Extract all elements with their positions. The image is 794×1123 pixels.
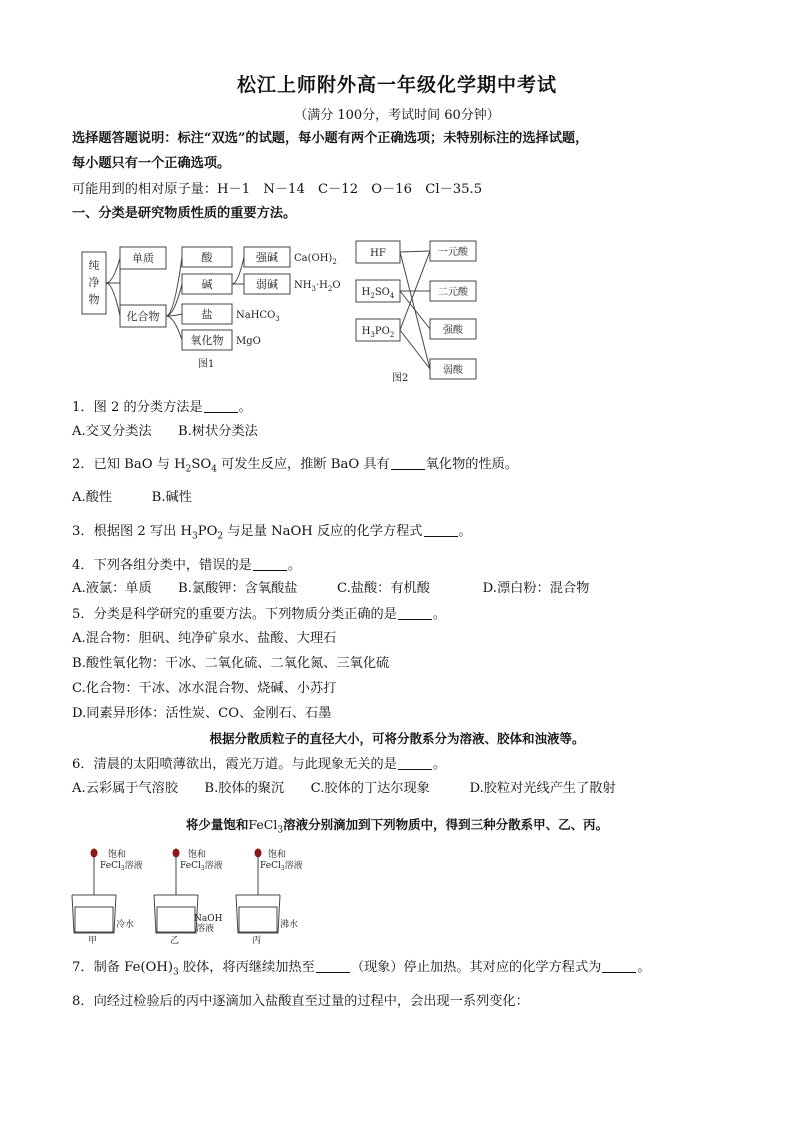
atomic-masses: 可能用到的相对原子量：H－1 N－14 C－12 O－16 Cl－35.5 (72, 182, 483, 197)
fig1-salt: 盐 (201, 308, 213, 321)
q3-answer-blank[interactable] (424, 522, 458, 537)
svg-text:丙: 丙 (252, 936, 262, 945)
svg-text:乙: 乙 (170, 936, 180, 945)
colloid-section-heading: 根据分散质粒子的直径大小，可将分散系分为溶液、胶体和浊液等。 (209, 731, 585, 746)
svg-text:FeCl3溶液: FeCl$_3$溶液 (100, 861, 143, 872)
instructions-line1: 选择题答题说明：标注“双选”的试题，每小题有两个正确选项；未特别标注的选择试题， (72, 131, 589, 146)
fig2-h2so4: $H_2SO_4$ (361, 287, 395, 300)
q2-options: A.酸性 B.碱性 (72, 490, 192, 505)
svg-text:饱和: 饱和 (108, 850, 127, 860)
figure1-tree-diagram (78, 235, 348, 380)
figure3-beakers (60, 845, 310, 945)
section1-heading: 一、分类是研究物质性质的重要方法。 (72, 206, 297, 221)
fig1-oxide: 氧化物 (190, 334, 224, 347)
instructions-line2: 每小题只有一个正确选项。 (72, 156, 231, 171)
svg-text:饱和: 饱和 (188, 850, 207, 860)
beaker-jia (72, 848, 143, 945)
fig1-pure-1: 纯 (88, 259, 100, 272)
svg-text:饱和: 饱和 (268, 850, 287, 860)
q6-options: A.云彩属于气溶胶 B.胶体的聚沉 C.胶体的丁达尔现象 D.胶粒对光线产生了散射 (72, 781, 616, 796)
fig1-compound: 化合物 (126, 310, 160, 323)
fig1-strong-base: 强碱 (256, 251, 278, 264)
q5-option-d: D.同素异形体：活性炭、CO、金刚石、石墨 (72, 706, 332, 721)
fig1-pure-2: 净 (88, 276, 100, 289)
svg-text:溶液: 溶液 (196, 924, 215, 934)
fig1-ex-salt: NaHCO$_3$ (236, 310, 280, 323)
svg-text:冷水: 冷水 (116, 920, 135, 930)
q7-answer-blank-2[interactable] (602, 958, 636, 973)
fig2-di: 二元酸 (438, 287, 468, 298)
q6-answer-blank[interactable] (398, 755, 432, 770)
svg-text:FeCl3溶液: FeCl$_3$溶液 (180, 861, 223, 872)
fig1-weak-base: 弱碱 (256, 278, 278, 291)
exam-title: 松江上师附外高一年级化学期中考试 (236, 74, 557, 96)
svg-text:甲: 甲 (88, 936, 98, 945)
fig2-mono: 一元酸 (438, 247, 468, 258)
fig1-element: 单质 (132, 252, 154, 265)
dropper-bulb-jia (91, 849, 97, 857)
q1-stem: 1．图 2 的分类方法是 。 (72, 400, 252, 415)
fig1-ex-strong-base: $Ca(OH)_2$ (294, 253, 337, 266)
dropper-bulb-yi (173, 849, 179, 857)
fig1-base: 碱 (201, 278, 213, 291)
q5-stem: 5．分类是科学研究的重要方法。下列物质分类正确的是 。 (72, 607, 447, 622)
svg-text:FeCl3溶液: FeCl$_3$溶液 (260, 861, 303, 872)
fig2-hf: HF (370, 248, 386, 259)
q4-stem: 4．下列各组分类中，错误的是 。 (72, 558, 302, 573)
beaker-yi (154, 848, 223, 945)
fig2-strong: 强酸 (443, 325, 463, 336)
q7-answer-blank-1[interactable] (316, 958, 350, 973)
fig1-pure-3: 物 (88, 293, 100, 306)
q1-answer-blank[interactable] (204, 398, 238, 413)
fig2-caption: 图2 (392, 373, 409, 383)
q5-option-a: A.混合物：胆矾、纯净矿泉水、盐酸、大理石 (72, 631, 337, 646)
q8-stem: 8．向经过检验后的丙中逐滴加入盐酸直至过量的过程中，会出现一系列变化： (72, 994, 529, 1009)
q4-options: A.液氯：单质 B.氯酸钾：含氧酸盐 C.盐酸：有机酸 D.漂白粉：混合物 (72, 581, 590, 596)
q2-answer-blank[interactable] (391, 455, 425, 470)
q5-option-b: B.酸性氧化物：干冰、二氧化硫、二氧化氮、三氧化硫 (72, 656, 390, 671)
q4-answer-blank[interactable] (253, 556, 287, 571)
q2-stem: 2．已知 BaO 与 $H_2SO_4$ 可发生反应，推断 BaO 具有 氧化物的性质。 (72, 457, 519, 475)
fig2-weak: 弱酸 (443, 365, 463, 376)
q5-option-c: C.化合物：干冰、冰水混合物、烧碱、小苏打 (72, 681, 337, 696)
fig1-ex-oxide: MgO (236, 336, 261, 347)
dropper-bulb-bing (255, 849, 261, 857)
fig1-caption: 图1 (198, 359, 215, 370)
exam-subtitle: （满分 100分，考试时间 60分钟） (294, 108, 500, 123)
svg-text:沸水: 沸水 (280, 920, 299, 930)
beaker-bing (236, 848, 303, 945)
q5-answer-blank[interactable] (398, 605, 432, 620)
fig2-h3po2: $H_3PO_2$ (361, 326, 395, 339)
q1-options: A.交叉分类法 B.树状分类法 (72, 424, 258, 439)
figure2-cross-diagram (352, 235, 482, 383)
fig1-acid: 酸 (201, 251, 213, 264)
q7-stem: 7．制备 $Fe(OH)_3$ 胶体，将丙继续加热至 （现象）停止加热。其对应的化学方程式为 。 (72, 960, 651, 978)
q6-stem: 6．清晨的太阳喷薄欲出，霞光万道。与此现象无关的是 。 (72, 757, 447, 772)
svg-text:NaOH: NaOH (194, 914, 223, 924)
q3-stem: 3．根据图 2 写出 $H_3PO_2$ 与足量 NaOH 反应的化学方程式 。 (72, 524, 472, 542)
fecl3-intro: 将少量饱和FeCl$_3$溶液分别滴加到下列物质中，得到三种分散系甲、乙、丙。 (185, 817, 609, 836)
fig1-ex-weak-base: $NH_3\cdot H_2O$ (294, 280, 341, 293)
